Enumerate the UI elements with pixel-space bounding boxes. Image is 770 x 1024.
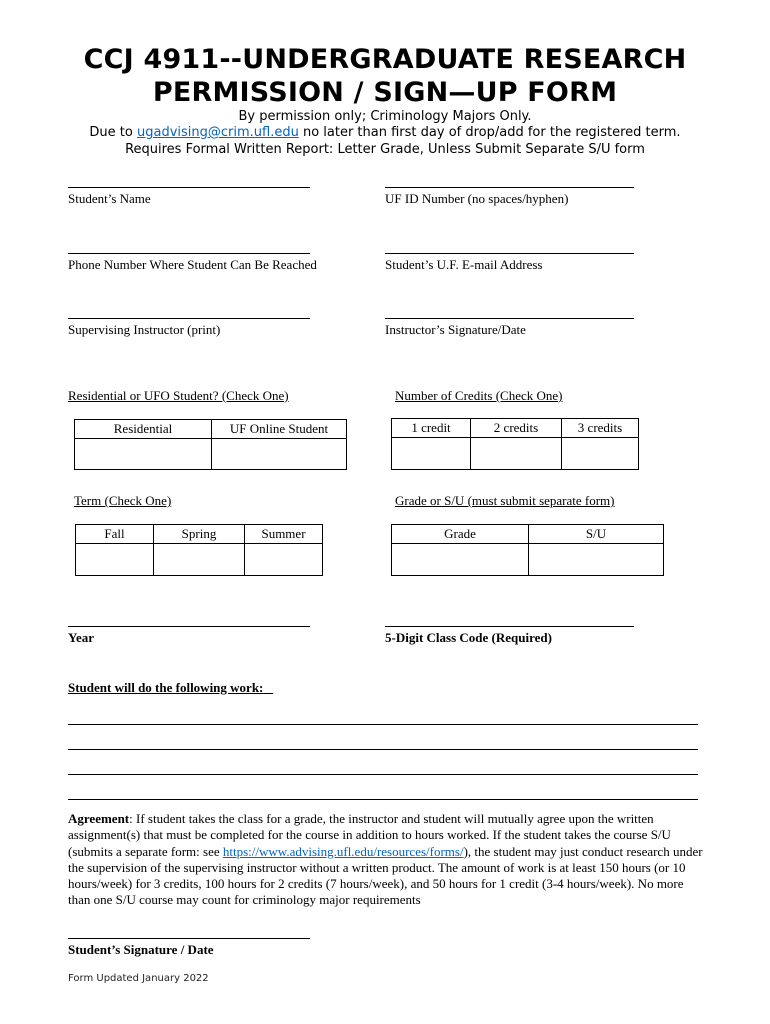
instructor-line[interactable]: [68, 318, 310, 319]
form-updated-footer: Form Updated January 2022: [68, 973, 209, 984]
term-summer-checkbox[interactable]: [245, 544, 323, 576]
ufo-option: UF Online Student: [212, 420, 347, 439]
residential-checkbox[interactable]: [75, 439, 212, 470]
term-fall-checkbox[interactable]: [76, 544, 154, 576]
work-line-1[interactable]: [68, 724, 698, 725]
ufid-line[interactable]: [385, 187, 634, 188]
phone-line[interactable]: [68, 253, 310, 254]
work-heading: [68, 680, 273, 696]
credits-table: [391, 418, 639, 470]
student-signature-line[interactable]: [68, 938, 310, 939]
student-name-label: Student’s Name: [68, 191, 151, 206]
phone-label: Phone Number Where Student Can Be Reached: [68, 257, 317, 272]
grading-table: [391, 524, 664, 576]
ufid-label: UF ID Number (no spaces/hyphen): [385, 191, 569, 206]
grade-option: Grade: [392, 525, 529, 544]
forms-link[interactable]: https://www.advising.ufl.edu/resources/forms/: [222, 843, 464, 859]
year-label: Year: [68, 630, 94, 645]
work-line-4[interactable]: [68, 799, 698, 800]
credit-1-checkbox[interactable]: [392, 438, 471, 470]
agreement-label: Agreement: [68, 811, 130, 826]
credit-2-checkbox[interactable]: [471, 438, 562, 470]
instructor-signature-label: Instructor’s Signature/Date: [385, 322, 526, 337]
agreement-text-2: ), the student may just conduct research under the supervision of the supervising instructor without a written product. The amount of work is at least 150 hours (or 10 hours/week) for 3 credits, 100 hours for 2 credits (7 hours/week), and 50 hours for 1 credit (3-4 hours/week). No more than one S/U course may count for criminology major requirements: [68, 843, 703, 908]
term-spring-checkbox[interactable]: [154, 544, 245, 576]
credit-1-option: 1 credit: [392, 419, 471, 438]
advising-email-link[interactable]: ugadvising@crim.ufl.edu: [136, 125, 299, 140]
student-name-line[interactable]: [68, 187, 310, 188]
title-line-2: PERMISSION / SIGN—UP FORM: [152, 77, 618, 108]
su-option: S/U: [529, 525, 664, 544]
class-code-line[interactable]: [385, 626, 634, 627]
instructor-label: Supervising Instructor (print): [68, 322, 221, 337]
title-line-1: CCJ 4911--UNDERGRADUATE RESEARCH: [83, 44, 687, 75]
year-line[interactable]: [68, 626, 310, 627]
student-signature-label: Student’s Signature / Date: [68, 942, 214, 957]
grading-heading: Grade or S/U (must submit separate form): [395, 493, 615, 508]
agreement-paragraph: [68, 811, 708, 909]
subtitle-permission: By permission only; Criminology Majors Only.: [238, 109, 532, 124]
work-heading-text: Student will do the following work:: [68, 680, 264, 695]
residential-heading: Residential or UFO Student? (Check One): [68, 388, 289, 403]
credit-3-option: 3 credits: [562, 419, 639, 438]
work-line-2[interactable]: [68, 749, 698, 750]
ufo-checkbox[interactable]: [212, 439, 347, 470]
residential-option: Residential: [75, 420, 212, 439]
credit-3-checkbox[interactable]: [562, 438, 639, 470]
due-suffix: no later than first day of drop/add for the registered term.: [298, 125, 681, 140]
term-summer-option: Summer: [245, 525, 323, 544]
term-fall-option: Fall: [76, 525, 154, 544]
subtitle-due: [0, 124, 770, 141]
instructor-signature-line[interactable]: [385, 318, 634, 319]
su-checkbox[interactable]: [529, 544, 664, 576]
term-table: [75, 524, 323, 576]
work-line-3[interactable]: [68, 774, 698, 775]
term-spring-option: Spring: [154, 525, 245, 544]
email-line[interactable]: [385, 253, 634, 254]
residential-table: [74, 419, 347, 470]
agreement-text-1: : If student takes the class for a grade, the instructor and student will mutually agree upon the written assignment(s) that must be completed for the course in addition to hours worked. If the student takes the course S/U (submits a separate form: see: [68, 811, 671, 859]
subtitle-report: Requires Formal Written Report: Letter Grade, Unless Submit Separate S/U form: [125, 142, 645, 157]
email-label: Student’s U.F. E-mail Address: [385, 257, 543, 272]
class-code-label: 5-Digit Class Code (Required): [385, 630, 552, 645]
credit-2-option: 2 credits: [471, 419, 562, 438]
grade-checkbox[interactable]: [392, 544, 529, 576]
due-prefix: Due to: [89, 125, 137, 140]
term-heading: Term (Check One): [74, 493, 172, 508]
credits-heading: Number of Credits (Check One): [395, 388, 563, 403]
form-title: [0, 43, 770, 109]
